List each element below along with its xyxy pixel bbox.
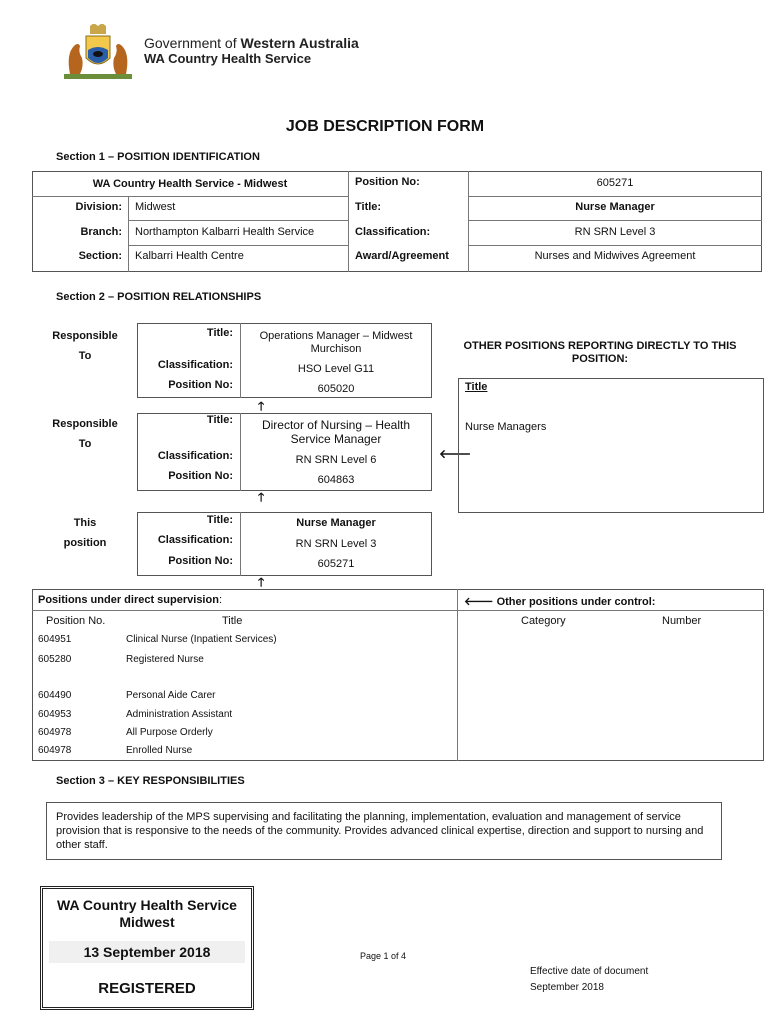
box2-classification-value: RN SRN Level 6 <box>295 454 377 466</box>
box2-position-no-value: 604863 <box>317 474 355 486</box>
arrow-up-1-icon: 🡑 <box>258 399 265 413</box>
box3-classification-value: RN SRN Level 3 <box>295 538 377 550</box>
page-number: Page 1 of 4 <box>360 951 407 961</box>
supervision-heading <box>38 594 222 606</box>
supervision-heading-colon: : <box>218 594 222 606</box>
other-control-heading-text: Other positions under control: <box>496 596 656 608</box>
other-control-col-number: Number <box>662 615 702 627</box>
supervision-row-2-no: 604490 <box>38 690 72 701</box>
box3-position-no-label: Position No: <box>168 555 233 567</box>
box1-classification-value: HSO Level G11 <box>297 363 375 375</box>
stamp-date: 13 September 2018 <box>49 941 245 963</box>
box2-classification-label: Classification: <box>157 450 233 462</box>
this-position-line1: This <box>73 517 97 529</box>
other-control-arrow-icon: 🡐 <box>464 596 494 608</box>
award-value: Nurses and Midwives Agreement <box>534 250 696 262</box>
arrow-up-3-icon: 🡑 <box>258 575 265 589</box>
supervision-col-title: Title <box>222 615 243 627</box>
other-control-heading <box>464 594 655 608</box>
effective-date-value: September 2018 <box>530 982 604 993</box>
box1-title-label: Title: <box>206 327 233 339</box>
title-value: Nurse Manager <box>575 201 655 213</box>
position-no-value: 605271 <box>596 177 634 189</box>
responsible-to-1-line2: To <box>78 350 92 362</box>
section-label: Section: <box>78 250 122 262</box>
box2-position-no-label: Position No: <box>168 470 233 482</box>
supervision-col-position-no: Position No. <box>46 615 106 627</box>
box3-title-value: Nurse Manager <box>296 517 376 529</box>
supervision-row-5-title: Enrolled Nurse <box>126 745 193 756</box>
classification-label: Classification: <box>355 226 431 238</box>
stamp-service-line1: WA Country Health Service <box>57 897 237 913</box>
form-title: JOB DESCRIPTION FORM <box>285 118 485 135</box>
box3-title-label: Title: <box>206 514 233 526</box>
other-positions-value: Nurse Managers <box>465 421 547 433</box>
effective-date-label: Effective date of document <box>530 966 649 977</box>
division-label: Division: <box>75 201 122 213</box>
classification-value: RN SRN Level 3 <box>574 226 656 238</box>
responsible-to-1-line1: Responsible <box>52 330 118 342</box>
supervision-row-1-no: 605280 <box>38 654 72 665</box>
other-control-col-category: Category <box>521 615 566 627</box>
wa-crest-logo <box>56 24 140 84</box>
stamp-service-line2: Midwest <box>119 914 175 930</box>
box2-title-value: Director of Nursing – Health Service Manager <box>261 418 411 446</box>
registered-stamp <box>40 886 254 1010</box>
supervision-row-4-no: 604978 <box>38 727 72 738</box>
section2-heading: Section 2 – POSITION RELATIONSHIPS <box>56 291 262 303</box>
section-value: Kalbarri Health Centre <box>135 250 244 262</box>
this-position-line2: position <box>63 537 107 549</box>
supervision-row-3-no: 604953 <box>38 709 72 720</box>
box1-classification-label: Classification: <box>157 359 233 371</box>
other-positions-heading: OTHER POSITIONS REPORTING DIRECTLY TO THIS POSITION: <box>463 340 737 365</box>
title-label: Title: <box>355 201 382 213</box>
service-name: WA Country Health Service - Midwest <box>92 178 288 190</box>
other-positions-title-header: Title <box>465 381 488 393</box>
government-prefix: Government of <box>144 35 241 51</box>
box1-title-value: Operations Manager – Midwest Murchison <box>259 330 413 355</box>
box1-position-no-label: Position No: <box>168 379 233 391</box>
division-value: Midwest <box>135 201 176 213</box>
branch-value: Northampton Kalbarri Health Service <box>135 226 315 238</box>
government-title <box>144 35 359 51</box>
box3-classification-label: Classification: <box>157 534 233 546</box>
supervision-row-4-title: All Purpose Orderly <box>126 727 213 738</box>
supervision-row-2-title: Personal Aide Carer <box>126 690 216 701</box>
supervision-row-5-no: 604978 <box>38 745 72 756</box>
branch-label: Branch: <box>80 226 122 238</box>
stamp-status: REGISTERED <box>98 980 196 997</box>
government-state: Western Australia <box>240 35 359 51</box>
responsible-to-2-line2: To <box>78 438 92 450</box>
box1-position-no-value: 605020 <box>317 383 355 395</box>
supervision-row-0-title: Clinical Nurse (Inpatient Services) <box>126 634 277 645</box>
supervision-row-1-title: Registered Nurse <box>126 654 204 665</box>
award-label: Award/Agreement <box>355 250 449 262</box>
section1-heading: Section 1 – POSITION IDENTIFICATION <box>56 151 260 163</box>
box2-title-label: Title: <box>206 414 233 426</box>
supervision-row-0-no: 604951 <box>38 634 72 645</box>
arrow-left-icon: 🡐 <box>439 447 472 461</box>
supervision-row-3-title: Administration Assistant <box>126 709 233 720</box>
box3-position-no-value: 605271 <box>317 558 355 570</box>
responsible-to-2-line1: Responsible <box>52 418 118 430</box>
arrow-up-2-icon: 🡑 <box>258 490 265 504</box>
agency-name: WA Country Health Service <box>144 51 312 66</box>
section3-heading: Section 3 – KEY RESPONSIBILITIES <box>56 775 245 787</box>
supervision-heading-text: Positions under direct supervision <box>38 594 219 606</box>
position-no-label: Position No: <box>355 176 420 188</box>
other-positions-box <box>458 378 764 513</box>
key-responsibilities-text: Provides leadership of the MPS supervising and facilitating the planning, implementation, evaluation and management of service provision that is responsive to the needs of the community. Provides advanced clinical expertise, direction and support to nursing and other staff. <box>56 811 704 851</box>
